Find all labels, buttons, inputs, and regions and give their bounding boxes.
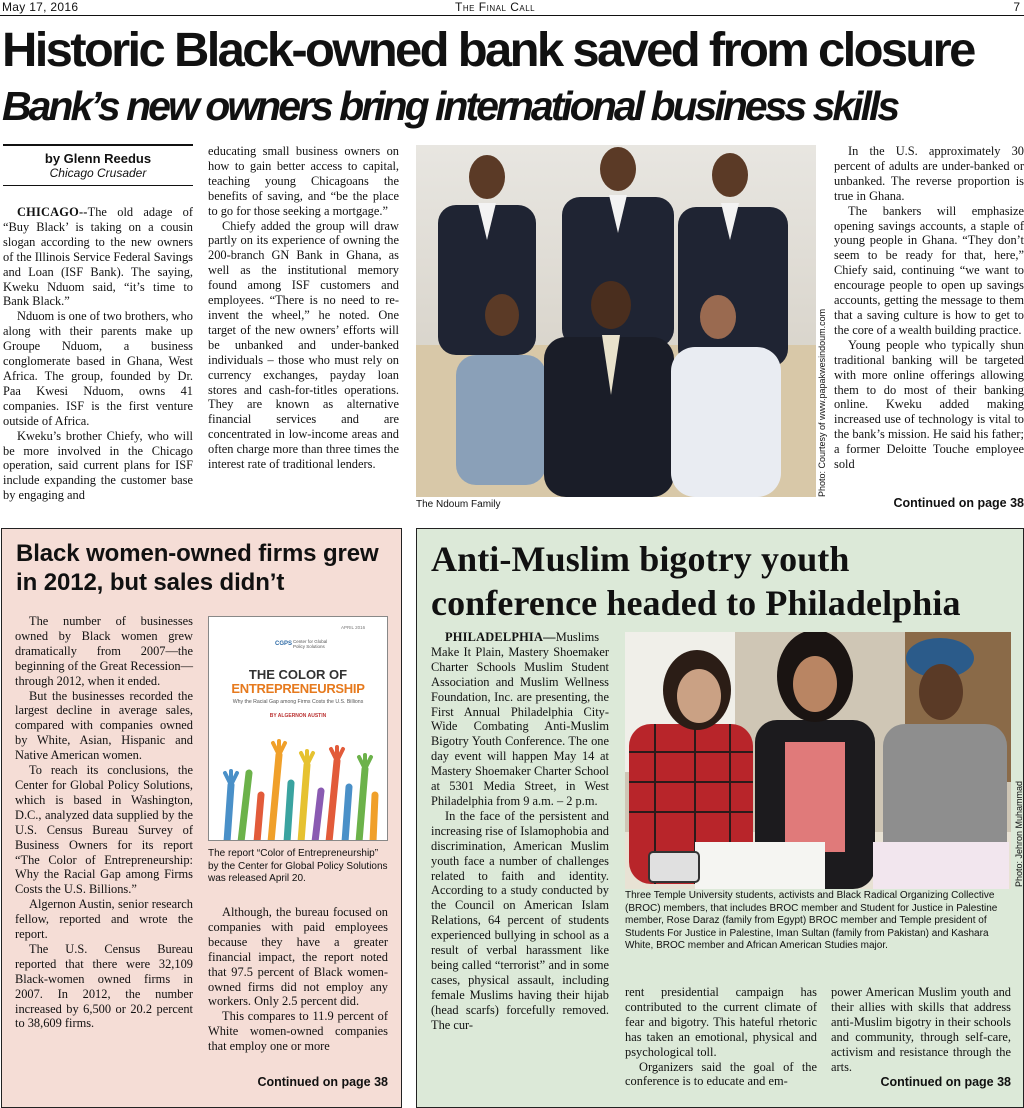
paragraph: Although, the bureau focused on companies with paid employees because they have a greater financial impact, the report noted that 97.5 percent of Black women-owned firms did not employ any workers. Only 2.5 percent did. [208, 905, 388, 1009]
lead-column-1 [3, 205, 193, 503]
paragraph: The number of businesses owned by Black women grew dramatically from 2007—the beginning of the Great Recession—through 2012, when it ended. [15, 614, 193, 688]
paragraph: The bankers will emphasize opening savings accounts, a staple of young people in Ghana. “They don’t seem to be ready for that, here,” Chiefy said, continuing “we want to encourage people to open up savings accounts, getting the message to them that a saving culture is how to get to the core of a wealth building practice. [834, 203, 1024, 337]
women-column-1 [15, 614, 193, 1031]
paragraph: Organizers said the goal of the conference is to educate and em- [625, 1059, 817, 1089]
students-photo-credit: Photo: Jehron Muhammad [1014, 780, 1024, 887]
paragraph: The U.S. Census Bureau reported that there were 32,109 Black-women owned firms in 2007. In 2012, the number increased by 6,500 or 20.2 percent to 38,609 firms. [15, 941, 193, 1031]
cover-title-line1: THE COLOR OF [248, 667, 348, 682]
cover-date: APRIL 2016 [341, 625, 366, 630]
paragraph: But the businesses recorded the largest decline in average sales, compared with companies owned by White, Asian, Hispanic and Native American women. [15, 688, 193, 763]
muslim-column-2 [625, 985, 817, 1089]
paragraph: power American Muslim youth and their allies with skills that address anti-Muslim bigotry in their schools and community, through self-care, activism and resistance through the arts. [831, 985, 1011, 1074]
paragraph: educating small business owners on how to gain better access to capital, teaching young Chicagoans the benefits of saving, and “be the place to go for those seeking a mortgage.” [208, 144, 399, 218]
paragraph: Kweku’s brother Chiefy, who will be more involved in the Chicago operation, said current plans for ISF include expanding the customer base by engaging and [3, 428, 193, 503]
running-header [0, 0, 1024, 16]
dateline: PHILADELPHIA— [445, 630, 556, 644]
dateline: CHICAGO-- [17, 205, 88, 219]
family-photo-credit: Photo: Courtesy of www.papakwesindoum.com [817, 308, 827, 497]
cover-org-name: Center for Global Policy Solutions [293, 639, 328, 649]
paragraph: Young people who typically shun traditional banking will be targeted with more online offerings allowing them to do most of their banking online. Kweku added making increased use of technology is vital to the bank’s mission. He said his father; a former Deloitte Touche employee sold [834, 337, 1024, 472]
paragraph: In the face of the persistent and increasing rise of Islamophobia and discrimination, American Muslim youth face a number of challenges related to faith and identity. According to a study conducted by the Council on American Islam Relations, 64 percent of students experienced bullying in school as a result of verbal harassment like being called “terrorist” and in some cases, physical assault, including female Muslims having their hijab (head scarfs) forcefully removed. The cur- [431, 808, 609, 1032]
lead-subheadline: Bank’s new owners bring international business skills [2, 83, 898, 129]
women-column-2 [208, 905, 388, 1054]
muslim-column-1 [431, 630, 609, 1032]
muslim-conference-story-box [416, 528, 1024, 1108]
issue-date: May 17, 2016 [2, 0, 79, 14]
byline [3, 144, 193, 186]
women-firms-story-box [1, 528, 402, 1108]
cover-subtitle: Why the Racial Gap among Firms Costs the U.S. Billions [232, 699, 364, 705]
lead-column-4 [834, 144, 1024, 472]
byline-author: by Glenn Reedus [44, 151, 152, 166]
muslim-continued-link[interactable]: Continued on page 38 [880, 1075, 1011, 1089]
paragraph: Muslims Make It Plain, Mastery Shoemaker Charter Schools Muslim Student Association and Muslim Wellness Foundation, Inc. are presenting, the First Annual Philadelphia City-Wide Combating Anti-Muslim Bigotry Youth Conference. The one day event will happen May 14 at Mastery Shoemaker Charter School at 5301 Media Street, in West Philadelphia from 9 a.m. – 2 p.m. [431, 630, 609, 808]
paragraph: Nduom is one of two brothers, who along with their parents make up Groupe Nduom, a business conglomerate based in Ghana, West Africa. The group, founded by Dr. Paa Kwesi Nduom, owns 41 companies. ISF is the first venture outside of Africa. [3, 309, 193, 428]
report-cover-image [208, 616, 388, 841]
students-photo-illustration [625, 632, 1011, 889]
muslim-column-3 [831, 985, 1011, 1074]
page-number: 7 [1013, 0, 1020, 14]
lead-headline: Historic Black-owned bank saved from closure [2, 24, 974, 77]
paragraph: This compares to 11.9 percent of White women-owned companies that employ one or more [208, 1009, 388, 1054]
students-photo [625, 632, 1011, 889]
cover-org: CGPS [275, 641, 293, 647]
paragraph: Algernon Austin, senior research fellow, reported and wrote the report. [15, 897, 193, 942]
newspaper-name: The Final Call [455, 0, 536, 14]
cover-title-line2: ENTREPRENEURSHIP [231, 681, 365, 696]
byline-publication: Chicago Crusader [49, 166, 147, 180]
report-cover-caption: The report “Color of Entrepreneurship” by the Center for Global Policy Solutions was released April 20. [208, 848, 388, 884]
paragraph: The old adage of “Buy Black’ is taking on a cousin slogan according to the new owners of the Illinois Service Federal Savings and Loan (ISF Bank). The saying, Kweku Nduom said, “it’s time to Bank Black.” [3, 205, 193, 309]
cover-author: BY ALGERNON AUSTIN [269, 713, 327, 719]
lead-column-2 [208, 144, 399, 472]
lead-continued-link[interactable]: Continued on page 38 [893, 496, 1024, 510]
family-photo [416, 145, 816, 497]
family-photo-caption: The Ndoum Family [416, 499, 501, 510]
family-photo-illustration [416, 145, 816, 497]
paragraph: To reach its conclusions, the Center for Global Policy Solutions, which is based in Washington, D.C., analyzed data supplied by the U.S. Census Bureau Survey of Business Owners for its report “The Color of Entrepreneurship: Why the Racial Gap among Firms Costs the U.S. Billions.” [15, 763, 193, 897]
women-headline: Black women-owned firms grew in 2012, but sales didn’t [16, 540, 379, 596]
paragraph: rent presidential campaign has contributed to the current climate of fear and bigotry. This hateful rhetoric has taken an emotional, physical and psychological toll. [625, 985, 817, 1059]
paragraph: Chiefy added the group will draw partly on its experience of owning the 200-branch GN Bank in Ghana, as well as the institutional memory found among ISF customers and employees. “There is no need to re-invent the wheel,” he noted. One target of the new owners’ efforts will be unbanked and under-banked individuals – those who must rely on currency exchanges, payday loan stores and cash-for-titles operations. They are known as alternative financial services and are concentrated in low-income areas and often charge more than three times the interest rate of traditional lenders. [208, 218, 399, 472]
women-continued-link[interactable]: Continued on page 38 [257, 1075, 388, 1089]
students-photo-caption: Three Temple University students, activists and Black Radical Organizing Collective (BROC) members, that includes BROC member and Student for Justice in Palestine member, Rose Daraz (family from Egypt) BROC member and Temple president of Students For Justice in Palestine, Iman Sultan (family from Pakistan) and Kashara White, BROC member and African American Studies major. [625, 890, 998, 951]
raised-hands-illustration [209, 725, 387, 841]
paragraph: In the U.S. approximately 30 percent of adults are under-banked or unbanked. The reverse proportion is true in Ghana. [834, 144, 1024, 203]
muslim-headline: Anti-Muslim bigotry youth conference headed to Philadelphia [431, 539, 961, 623]
